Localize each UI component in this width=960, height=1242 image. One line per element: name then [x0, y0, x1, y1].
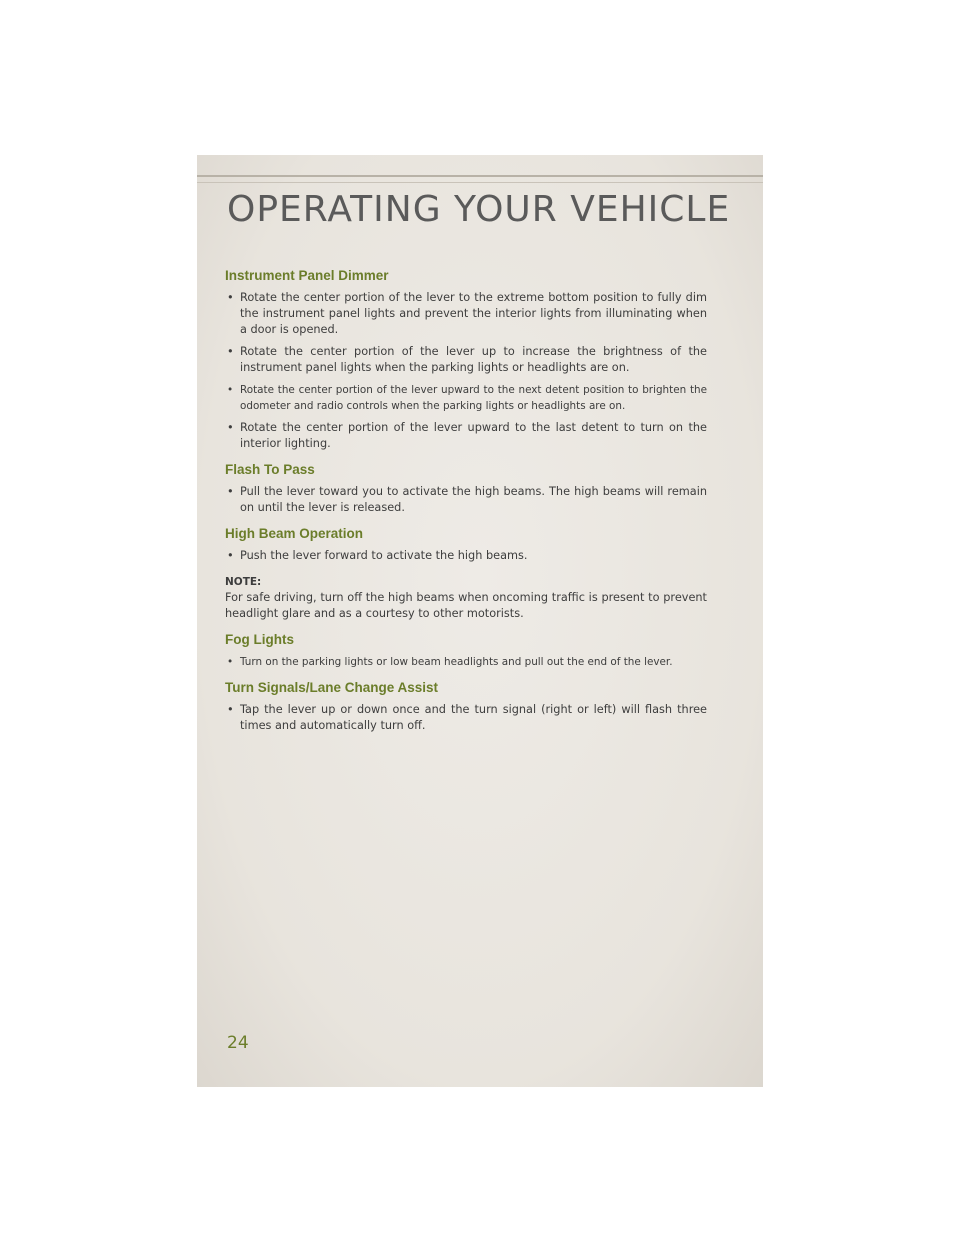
bullet-icon: • [227, 656, 234, 668]
bullet-icon: • [227, 421, 234, 434]
header-rule [197, 175, 763, 177]
bullet-icon: • [227, 485, 234, 498]
heading-high-beam-operation: High Beam Operation [225, 526, 364, 541]
note-label: NOTE: [225, 576, 262, 588]
page-content [225, 268, 707, 744]
heading-fog-lights: Fog Lights [225, 632, 294, 647]
list-turn-signals [225, 702, 707, 734]
heading-flash-to-pass: Flash To Pass [225, 462, 315, 477]
bullet-icon: • [227, 345, 234, 358]
bullet-icon: • [227, 703, 234, 716]
list-item: • Pull the lever toward you to activate the high beams. The high beams will remain on until the lever is released. [227, 485, 707, 514]
manual-page [197, 155, 763, 1087]
section-title: OPERATING YOUR VEHICLE [227, 189, 731, 230]
list-item: • Rotate the center portion of the lever upward to the next detent position to brighten the odometer and radio controls when the parking lights or headlights are on. [227, 384, 707, 412]
list-high-beam-operation [225, 548, 707, 564]
list-item: • Rotate the center portion of the lever up to increase the brightness of the instrument panel lights when the parking lights or headlights are on. [227, 345, 707, 374]
note-text: For safe driving, turn off the high beams when oncoming traffic is present to prevent headlight glare and as a courtesy to other motorists. [225, 591, 707, 620]
list-flash-to-pass [225, 484, 707, 516]
list-item: • Rotate the center portion of the lever to the extreme bottom position to fully dim the instrument panel lights and prevent the interior lights from illuminating when a door is opened. [227, 291, 707, 336]
list-item: • Turn on the parking lights or low beam headlights and pull out the end of the lever. [227, 656, 673, 668]
heading-instrument-panel-dimmer: Instrument Panel Dimmer [225, 268, 389, 283]
bullet-icon: • [227, 291, 234, 304]
header-rule-thin [197, 182, 763, 183]
list-instrument-panel-dimmer [225, 290, 707, 452]
list-fog-lights [225, 654, 707, 670]
heading-turn-signals: Turn Signals/Lane Change Assist [225, 680, 439, 695]
list-item: • Rotate the center portion of the lever upward to the last detent to turn on the interior lighting. [227, 421, 707, 450]
list-item: • Push the lever forward to activate the high beams. [227, 549, 528, 562]
page-number: 24 [227, 1033, 249, 1053]
bullet-icon: • [227, 384, 234, 396]
list-item: • Tap the lever up or down once and the turn signal (right or left) will flash three times and automatically turn off. [227, 703, 707, 732]
bullet-icon: • [227, 549, 234, 562]
